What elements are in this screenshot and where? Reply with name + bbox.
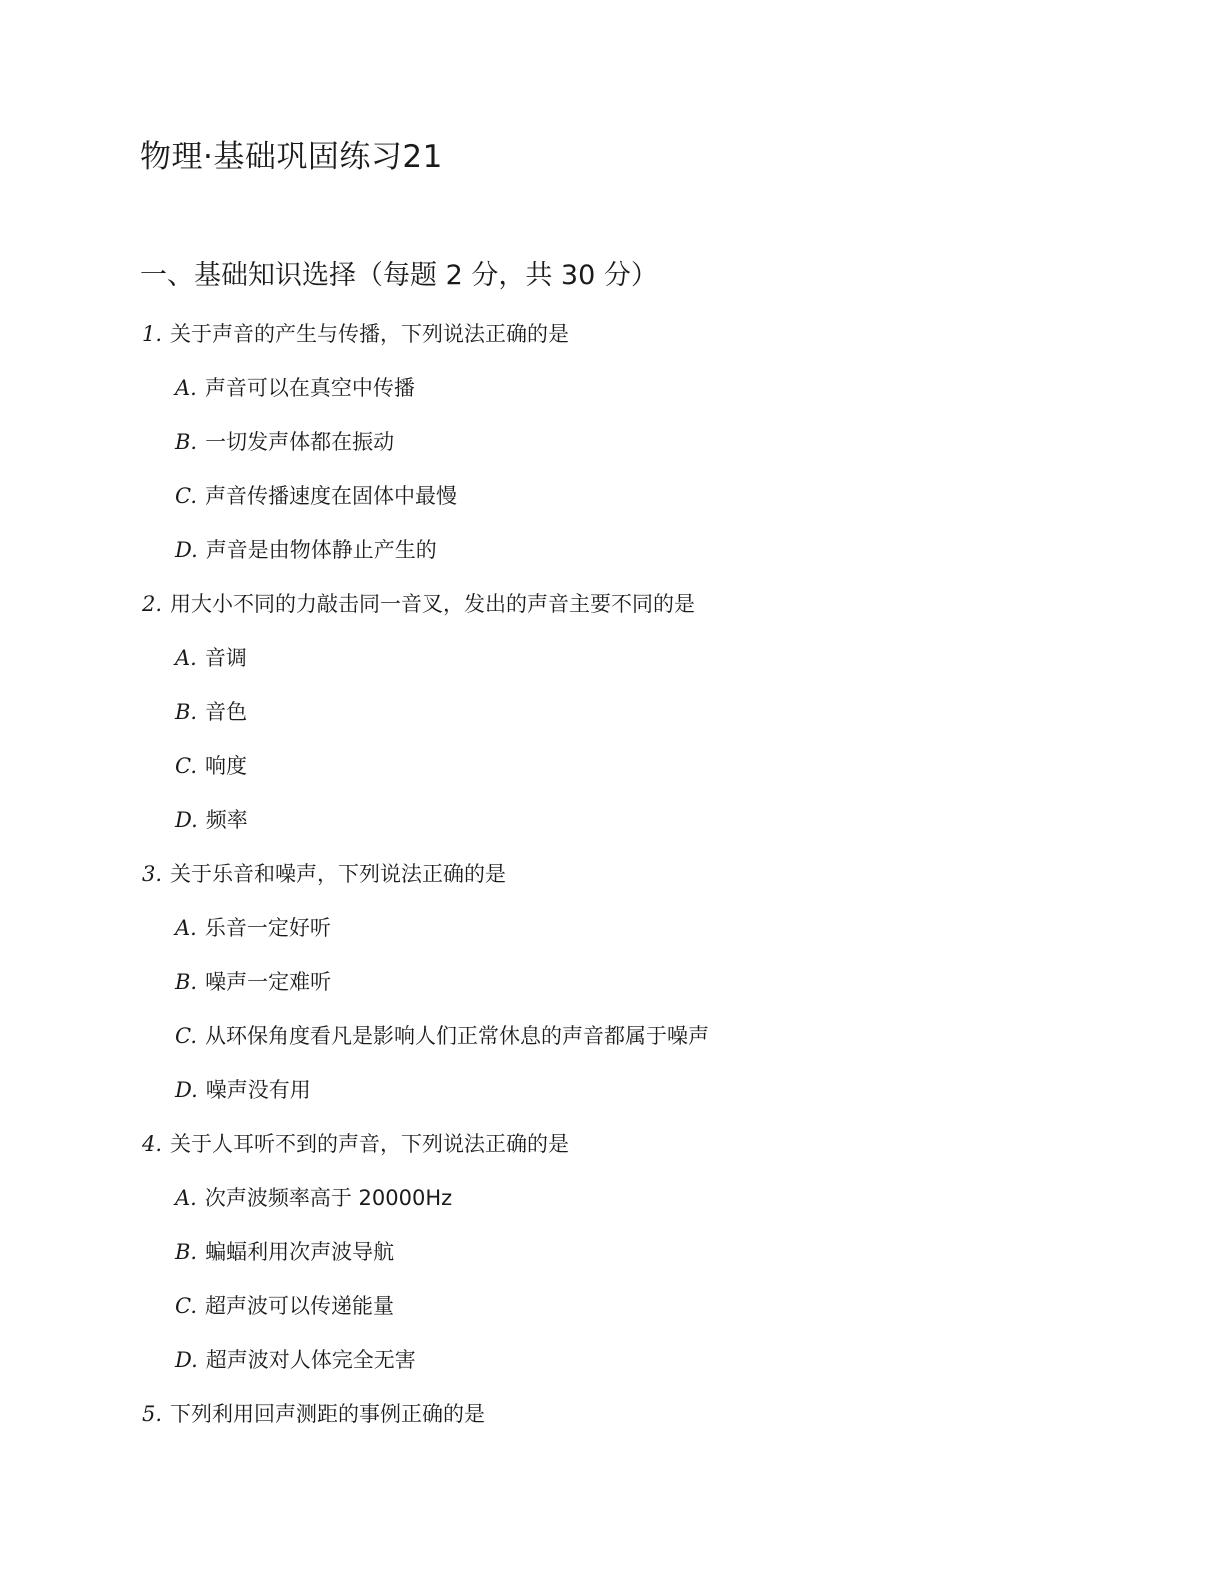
option-text: 声音传播速度在固体中最慢: [205, 484, 457, 508]
option-text: 次声波频率高于 20000Hz: [204, 1186, 453, 1210]
question-number: 4.: [142, 1132, 163, 1156]
option-text: 音色: [205, 700, 248, 724]
question-text: 下列利用回声测距的事例正确的是: [170, 1402, 486, 1426]
option-letter: A.: [175, 646, 197, 670]
answer-option: [140, 1232, 1140, 1286]
answer-option: [140, 1178, 1140, 1232]
option-text: 一切发声体都在振动: [205, 430, 395, 454]
question-item: [140, 1394, 1140, 1448]
answer-option: [140, 1070, 1140, 1124]
option-text: 频率: [205, 808, 248, 832]
question-item: [140, 854, 1140, 908]
answer-option: [140, 476, 1140, 530]
question-number: 1.: [142, 322, 163, 346]
answer-option: [140, 908, 1140, 962]
option-text: 音调: [204, 646, 247, 670]
option-letter: A.: [175, 916, 197, 940]
question-text: 关于人耳听不到的声音，下列说法正确的是: [170, 1132, 570, 1156]
option-text: 乐音一定好听: [204, 916, 331, 940]
option-text: 声音可以在真空中传播: [204, 376, 415, 400]
option-letter: D.: [175, 1348, 198, 1372]
option-text: 超声波对人体完全无害: [205, 1348, 416, 1372]
option-text: 超声波可以传递能量: [205, 1294, 394, 1318]
option-letter: B.: [175, 1240, 198, 1264]
answer-option: [140, 1286, 1140, 1340]
option-letter: A.: [175, 376, 197, 400]
option-text: 从环保角度看凡是影响人们正常休息的声音都属于噪声: [205, 1024, 709, 1048]
question-list: [140, 314, 1140, 1448]
option-text: 噪声一定难听: [205, 970, 332, 994]
answer-option: [140, 746, 1140, 800]
option-letter: B.: [175, 700, 198, 724]
option-letter: A.: [175, 1186, 197, 1210]
option-letter: D.: [175, 538, 198, 562]
answer-option: [140, 530, 1140, 584]
question-number: 3.: [142, 862, 163, 886]
question-text: 关于乐音和噪声，下列说法正确的是: [170, 862, 507, 886]
option-letter: C.: [175, 1294, 197, 1318]
answer-option: [140, 962, 1140, 1016]
question-item: [140, 1124, 1140, 1178]
section-heading: 一、基础知识选择（每题 2 分，共 30 分）: [140, 260, 658, 291]
question-item: [140, 314, 1140, 368]
answer-option: [140, 422, 1140, 476]
question-text: 用大小不同的力敲击同一音叉，发出的声音主要不同的是: [170, 592, 696, 616]
option-letter: D.: [175, 808, 198, 832]
answer-option: [140, 1016, 1140, 1070]
option-letter: B.: [175, 970, 198, 994]
option-letter: C.: [175, 484, 197, 508]
question-item: [140, 584, 1140, 638]
page-title: 物理·基础巩固练习21: [140, 139, 443, 175]
option-text: 响度: [205, 754, 247, 778]
option-text: 蝙蝠利用次声波导航: [205, 1240, 395, 1264]
option-letter: B.: [175, 430, 198, 454]
option-text: 声音是由物体静止产生的: [205, 538, 437, 562]
question-text: 关于声音的产生与传播，下列说法正确的是: [170, 322, 570, 346]
option-letter: D.: [175, 1078, 198, 1102]
option-letter: C.: [175, 1024, 197, 1048]
option-letter: C.: [175, 754, 197, 778]
question-number: 2.: [142, 592, 163, 616]
answer-option: [140, 1340, 1140, 1394]
answer-option: [140, 692, 1140, 746]
question-number: 5.: [142, 1402, 163, 1426]
answer-option: [140, 368, 1140, 422]
option-text: 噪声没有用: [205, 1078, 311, 1102]
answer-option: [140, 800, 1140, 854]
answer-option: [140, 638, 1140, 692]
